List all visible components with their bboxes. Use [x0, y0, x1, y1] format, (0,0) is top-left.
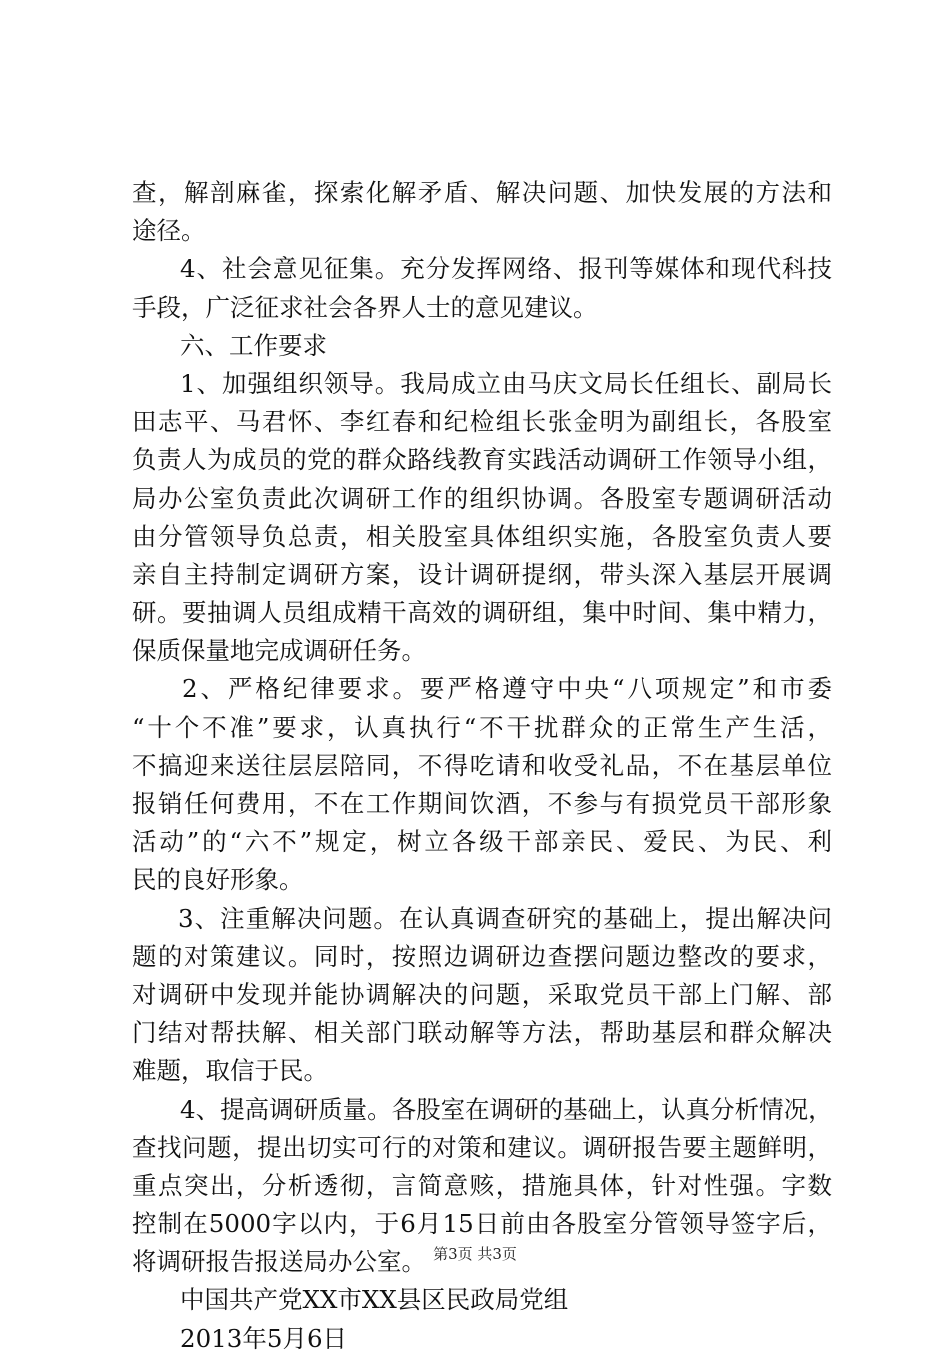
text-line: 研。要抽调人员组成精干高效的调研组，集中时间、集中精力， [132, 598, 832, 628]
text-line: 查，解剖麻雀，探索化解矛盾、解决问题、加快发展的方法和 [132, 178, 832, 207]
text-line: 查找问题，提出切实可行的对策和建议。调研报告要主题鲜明， [132, 1132, 832, 1162]
signature-date: 2013年5月6日 [180, 1323, 348, 1353]
page-number-footer: 第3页 共3页 [433, 1245, 517, 1263]
text-line: 1、加强组织领导。我局成立由马庆文局长任组长、副局长 [180, 368, 832, 398]
text-line: 门结对帮扶解、相关部门联动解等方法，帮助基层和群众解决 [132, 1018, 832, 1048]
text-line: 控制在5000字以内，于6月15日前由各股室分管领导签字后， [132, 1209, 832, 1239]
text-line: 题的对策建议。同时，按照边调研边查摆问题边整改的要求， [132, 941, 832, 971]
text-line: 途径。 [132, 216, 206, 246]
text-line: 局办公室负责此次调研工作的组织协调。各股室专题调研活动 [132, 483, 832, 513]
text-line: 对调研中发现并能协调解决的问题，采取党员干部上门解、部 [132, 979, 832, 1009]
text-line: 4、提高调研质量。各股室在调研的基础上，认真分析情况， [180, 1094, 833, 1124]
text-line: 将调研报告报送局办公室。 [132, 1247, 426, 1277]
text-line: 3、注重解决问题。在认真调查研究的基础上，提出解决问 [178, 903, 832, 933]
text-line: 由分管领导负总责，相关股室具体组织实施，各股室负责人要 [132, 521, 832, 551]
text-line: 重点突出，分析透彻，言简意赅，措施具体，针对性强。字数 [132, 1170, 832, 1200]
text-line: 2、严格纪律要求。要严格遵守中央“八项规定”和市委 [182, 674, 832, 704]
text-line: 活动”的“六不”规定，树立各级干部亲民、爱民、为民、利 [132, 827, 832, 857]
text-line: “十个不准”要求，认真执行“不干扰群众的正常生产生活， [132, 712, 832, 742]
text-line: 难题，取信于民。 [132, 1056, 328, 1086]
text-line: 4、社会意见征集。充分发挥网络、报刊等媒体和现代科技 [180, 254, 832, 284]
text-line: 民的良好形象。 [132, 865, 304, 895]
section-heading: 六、工作要求 [180, 330, 327, 360]
text-line: 不搞迎来送往层层陪同，不得吃请和收受礼品，不在基层单位 [132, 750, 832, 780]
text-line: 手段，广泛征求社会各界人士的意见建议。 [132, 292, 598, 322]
text-line: 保质保量地完成调研任务。 [132, 636, 426, 666]
signature-organization: 中国共产党XX市XX县区民政局党组 [180, 1285, 569, 1315]
text-line: 田志平、马君怀、李红春和纪检组长张金明为副组长，各股室 [132, 407, 832, 437]
text-line: 亲自主持制定调研方案，设计调研提纲，带头深入基层开展调 [132, 559, 832, 589]
text-line: 负责人为成员的党的群众路线教育实践活动调研工作领导小组， [132, 445, 832, 475]
document-body [132, 174, 832, 1358]
text-line: 报销任何费用，不在工作期间饮酒，不参与有损党员干部形象 [132, 789, 832, 818]
